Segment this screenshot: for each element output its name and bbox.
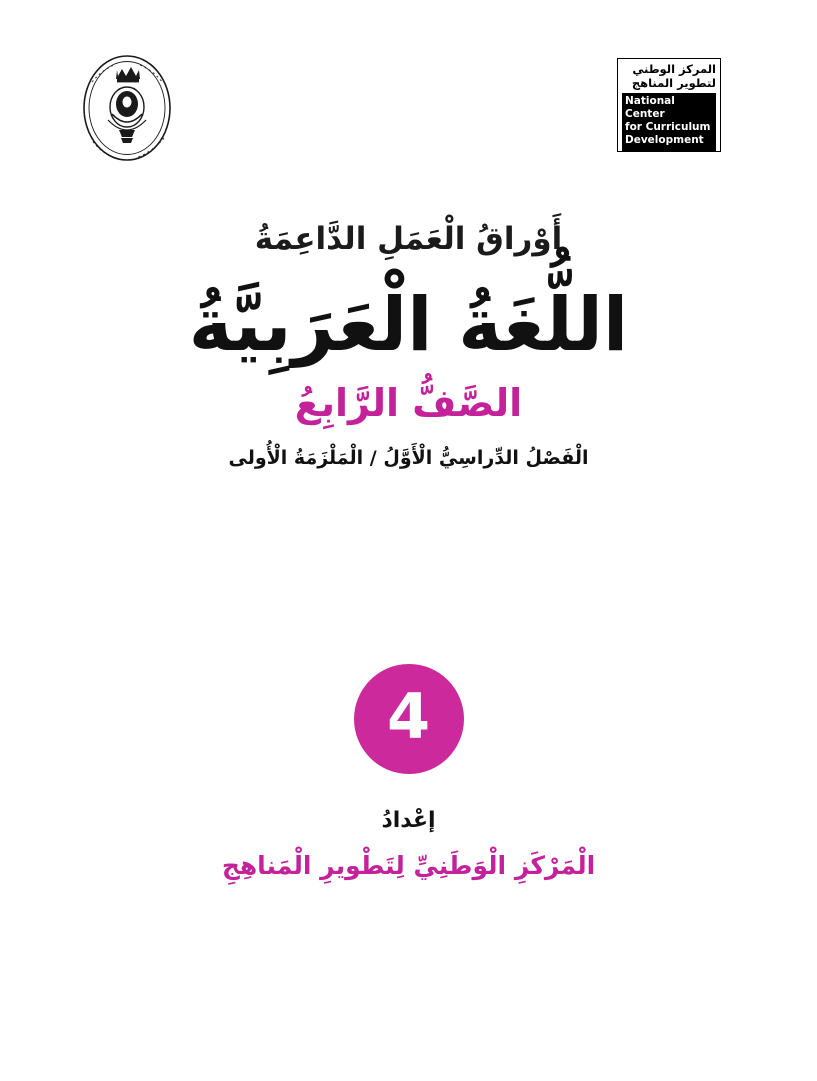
ministry-emblem-logo: [72, 52, 182, 164]
prepared-label: إعْدادُ: [381, 808, 436, 833]
ncc-logo-arabic-line-2: لتطوير المناهج: [631, 76, 716, 91]
cover-author-block: [0, 808, 817, 880]
page-title: اللُّغَةُ الْعَرَبِيَّةُ: [188, 282, 629, 369]
ncc-logo-english-line-2: for Curriculum: [625, 121, 711, 134]
cover-title-block: [0, 222, 817, 470]
cover-grade: الصَّفُّ الرَّابِعُ: [294, 381, 523, 426]
ncc-logo-english: [622, 93, 716, 151]
cover-semester: الْفَصْلُ الدِّراسِيُّ الْأَوَّلُ / الْمَلْزَمَةُ الْأُولى: [228, 447, 589, 470]
grade-number: 4: [386, 680, 431, 753]
ncc-logo-english-line-1: National Center: [625, 95, 675, 121]
cover-supertitle: أَوْراقُ الْعَمَلِ الدَّاعِمَةُ: [254, 221, 563, 257]
prepared-by: الْمَرْكَزِ الْوَطَنِيِّ لِتَطْويرِ الْمَناهِجِ: [221, 851, 596, 880]
grade-number-badge: [354, 664, 464, 774]
ncc-logo-english-line-3: Development: [625, 134, 704, 147]
ncc-logo-arabic-line-1: المركز الوطني: [632, 62, 716, 76]
national-center-logo: [617, 58, 721, 152]
